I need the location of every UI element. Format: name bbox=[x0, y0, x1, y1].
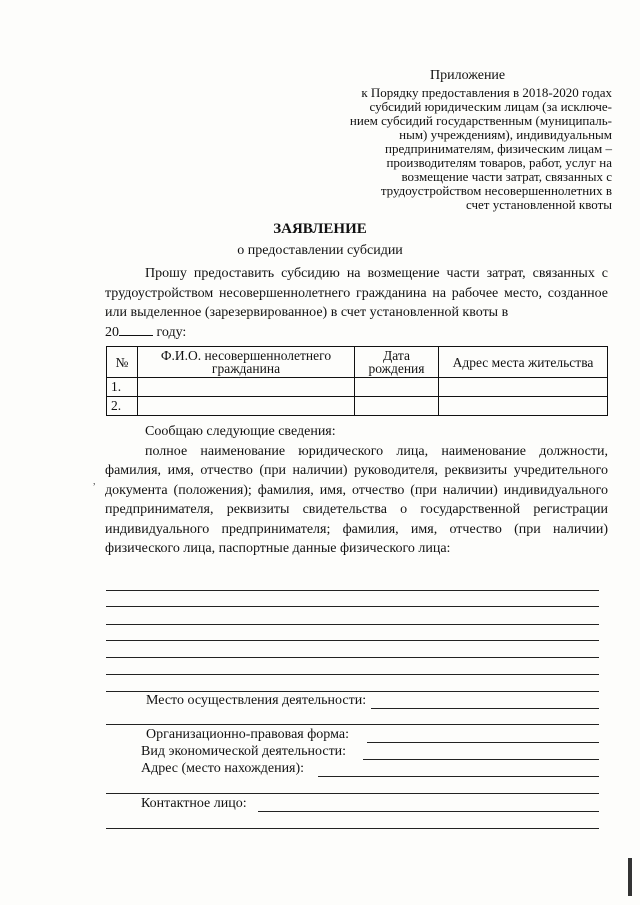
activity-place-label: Место осуществления деятельности: bbox=[146, 693, 367, 708]
column-header-dob: Дата рождения bbox=[355, 347, 439, 378]
address-cell[interactable] bbox=[439, 378, 608, 397]
table-row bbox=[107, 378, 608, 397]
fill-line[interactable] bbox=[106, 674, 599, 675]
contact-field[interactable] bbox=[258, 811, 599, 812]
scan-edge-mark bbox=[628, 858, 632, 896]
row-number: 2. bbox=[107, 397, 138, 416]
economic-activity-field[interactable] bbox=[363, 759, 599, 760]
row-number: 1. bbox=[107, 378, 138, 397]
dob-cell[interactable] bbox=[355, 378, 439, 397]
appendix-text bbox=[322, 86, 612, 212]
appendix-line: субсидий юридическим лицам (за исключе- bbox=[369, 99, 612, 114]
fill-line[interactable] bbox=[106, 793, 599, 794]
dob-cell[interactable] bbox=[355, 397, 439, 416]
table-header-row bbox=[107, 347, 608, 378]
year-blank-field[interactable] bbox=[119, 323, 153, 336]
address-field[interactable] bbox=[318, 776, 599, 777]
address-cell[interactable] bbox=[439, 397, 608, 416]
column-header-address: Адрес места жительства bbox=[439, 347, 608, 378]
appendix-title: Приложение bbox=[430, 68, 506, 83]
name-cell[interactable] bbox=[138, 397, 355, 416]
fill-line[interactable] bbox=[106, 657, 599, 658]
year-prefix: 20 bbox=[105, 324, 119, 340]
info-details: полное наименование юридического лица, наименование должности, фамилия, имя, отчество (при наличии) руководителя, реквизиты учредительного документа (положения); фамилия, имя, отчество (при наличии) индивидуального предпринимателя, реквизиты свидетельства о государственной регистрации индивидуального предпринимателя; фамилия, имя, отчество (при наличии) физического лица, паспортные данные физического лица: bbox=[105, 443, 608, 556]
year-suffix: году: bbox=[156, 324, 187, 340]
margin-mark: , bbox=[93, 476, 96, 487]
legal-form-label: Организационно-правовая форма: bbox=[146, 727, 349, 742]
name-cell[interactable] bbox=[138, 378, 355, 397]
contact-label: Контактное лицо: bbox=[141, 796, 247, 811]
appendix-line: нием субсидий государственным (муниципаль- bbox=[349, 113, 612, 128]
fill-line[interactable] bbox=[106, 590, 599, 591]
legal-form-field[interactable] bbox=[367, 742, 599, 743]
activity-place-field[interactable] bbox=[371, 708, 599, 709]
appendix-line: трудоустройством несовершеннолетних в bbox=[380, 183, 612, 198]
request-paragraph bbox=[105, 264, 608, 342]
fill-line[interactable] bbox=[106, 828, 599, 829]
document-title: ЗАЯВЛЕНИЕ bbox=[273, 221, 367, 237]
address-label: Адрес (место нахождения): bbox=[141, 761, 305, 776]
fill-line[interactable] bbox=[106, 640, 599, 641]
fill-line[interactable] bbox=[106, 724, 599, 725]
fill-line[interactable] bbox=[106, 624, 599, 625]
request-text: Прошу предоставить субсидию на возмещение части затрат, связанных с трудоустройством несовершеннолетнего гражданина на рабочее место, созданное или выделенное (зарезервированное) в счет установленной квоты в bbox=[105, 266, 608, 320]
fill-line[interactable] bbox=[106, 691, 599, 692]
info-section bbox=[105, 422, 608, 559]
appendix-line: счет установленной квоты bbox=[465, 197, 612, 212]
appendix-line: производителям товаров, работ, услуг на bbox=[386, 155, 612, 170]
info-intro: Сообщаю следующие сведения: bbox=[145, 424, 336, 439]
economic-activity-label: Вид экономической деятельности: bbox=[141, 744, 347, 759]
appendix-line: к Порядку предоставления в 2018-2020 годах bbox=[361, 85, 612, 100]
fill-line[interactable] bbox=[106, 606, 599, 607]
column-header-number: № bbox=[107, 347, 138, 378]
table-row bbox=[107, 397, 608, 416]
appendix-line: предпринимателям, физическим лицам – bbox=[385, 141, 612, 156]
document-subtitle: о предоставлении субсидии bbox=[237, 243, 403, 258]
applicants-table bbox=[106, 346, 608, 416]
appendix-line: возмещение части затрат, связанных с bbox=[401, 169, 612, 184]
appendix-line: ным) учреждениям), индивидуальным bbox=[399, 127, 612, 142]
column-header-name: Ф.И.О. несовершеннолетнего гражданина bbox=[138, 347, 355, 378]
